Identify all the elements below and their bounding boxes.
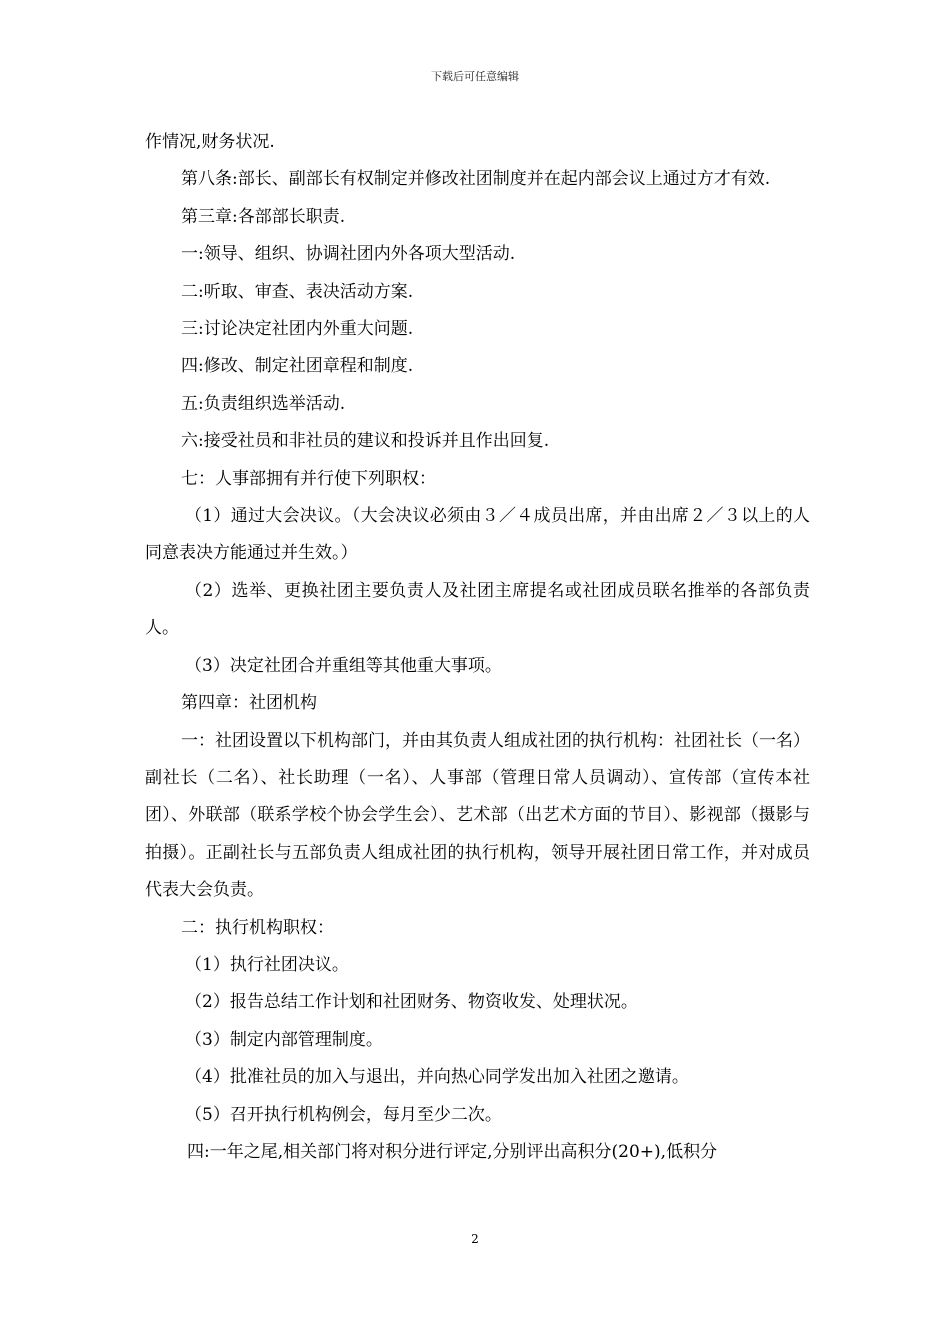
duty-item-7: 七：人事部拥有并行使下列职权： — [181, 468, 436, 489]
paragraph-organization: 一：社团设置以下机构部门，并由其负责人组成社团的执行机构：社团社长（一名）副社长（二名）、社长助理（一名）、人事部（管理日常人员调动）、宣传部（宣传本社团）、外联部（联系学校个协会学生会）、艺术部（出艺术方面的节目）、影视部（摄影与拍摄）。正副社长与五部负责人组成社团的执行机构，领导开展社团日常工作，并对成员代表大会负责。 — [145, 730, 810, 901]
paragraph-year-end: 四:一年之尾,相关部门将对积分进行评定,分别评出高积分(20+),低积分 — [187, 1141, 718, 1162]
executive-power-1: （1）执行社团决议。 — [185, 954, 349, 975]
duty-item-5: 五:负责组织选举活动. — [181, 393, 346, 414]
duty-item-6: 六:接受社员和非社员的建议和投诉并且作出回复. — [181, 431, 550, 452]
executive-power-3: （3）制定内部管理制度。 — [185, 1029, 383, 1050]
chapter-4-heading: 第四章：社团机构 — [181, 693, 317, 714]
paragraph-article-8: 第八条:部长、副部长有权制定并修改社团制度并在起内部会议上通过方才有效. — [181, 169, 771, 190]
page-number: 2 — [471, 1232, 479, 1246]
paragraph-continuation: 作情况,财务状况. — [145, 132, 275, 152]
hr-power-2: （2）选举、更换社团主要负责人及社团主席提名或社团成员联名推举的各部负责人。 — [145, 580, 810, 639]
hr-power-1: （1）通过大会决议。（大会决议必须由３／４成员出席，并由出席２／３以上的人同意表决方能通过并生效。） — [145, 506, 810, 564]
duty-item-4: 四:修改、制定社团章程和制度. — [181, 356, 414, 377]
document-body — [145, 124, 810, 1171]
executive-power-5: （5）召开执行机构例会，每月至少二次。 — [185, 1104, 502, 1125]
executive-powers-heading: 二：执行机构职权： — [181, 917, 334, 938]
page-header-note: 下载后可任意编辑 — [431, 70, 519, 83]
duty-item-1: 一:领导、组织、协调社团内外各项大型活动. — [181, 244, 516, 265]
executive-power-2: （2）报告总结工作计划和社团财务、物资收发、处理状况。 — [185, 992, 638, 1013]
duty-item-3: 三:讨论决定社团内外重大问题. — [181, 319, 414, 340]
chapter-3-heading: 第三章:各部部长职责. — [181, 206, 346, 227]
duty-item-2: 二:听取、审查、表决活动方案. — [181, 281, 414, 302]
executive-power-4: （4）批准社员的加入与退出，并向热心同学发出加入社团之邀请。 — [185, 1067, 689, 1088]
hr-power-3: （3）决定社团合并重组等其他重大事项。 — [185, 655, 502, 676]
